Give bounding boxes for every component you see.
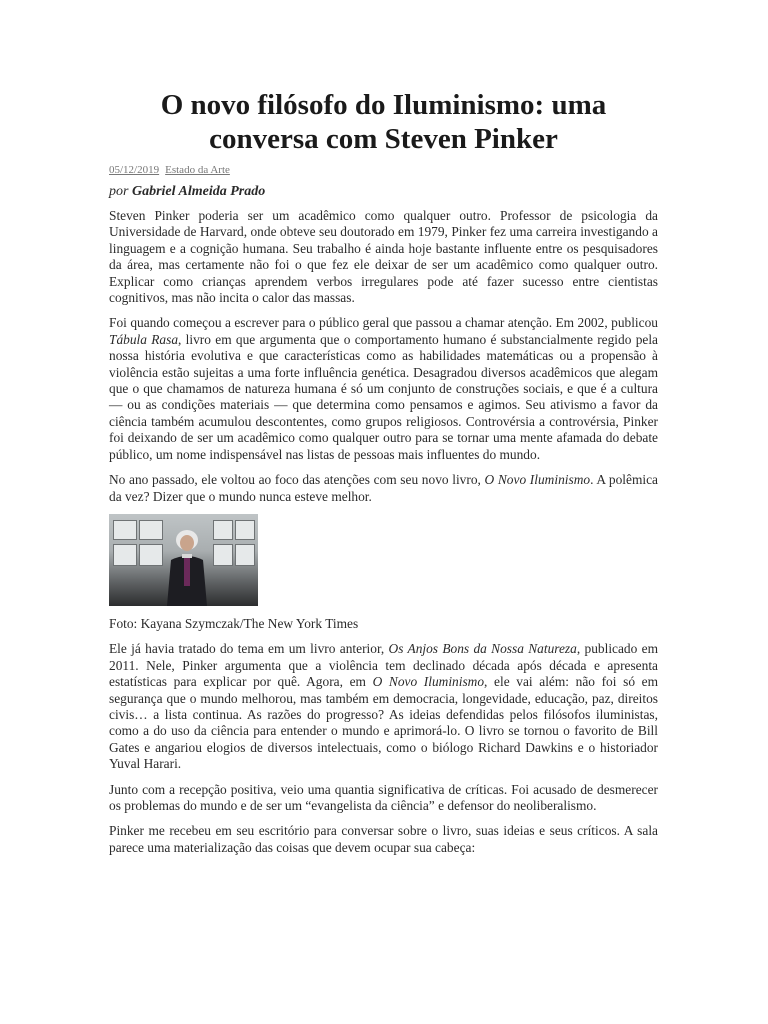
photo-window	[213, 544, 233, 566]
paragraph-3-end: . A polêmica da vez? Dizer que o mundo nunca esteve melhor.	[109, 472, 658, 504]
paragraph-4-end: , ele vai além: não foi só em segurança que o mundo melhorou, mas também em democracia, longevidade, educação, paz, direitos civis… a lista continua. As razões do progresso? As ideias defendidas pelos filósofos iluministas, como a do uso da ciência para entender o mundo e aprimorá-lo. O livro se tornou o favorito de Bill Gates e angariou elogios de diversos intelectuais, como o biólogo Richard Dawkins e o historiador Yuval Harari.	[109, 674, 659, 772]
book-title-tabula-rasa: Tábula Rasa	[109, 331, 179, 347]
paragraph-1: Steven Pinker poderia ser um acadêmico como qualquer outro. Professor de psicologia da Universidade de Harvard, onde obteve seu doutorado em 1979, Pinker fez uma carreira investigando a linguagem e a cognição humana. Seu trabalho é ainda hoje bastante influente entre os pesquisadores da área, mas certamente não foi o que fez ele deixar de ser um acadêmico como qualquer outro. Explicar como crianças aprendem verbos irregulares pode até fazer sucesso entre cientistas cognitivos, mas não incita o calor das massas.	[109, 208, 658, 306]
photo-window	[213, 520, 233, 540]
paragraph-4-middle: , publicado em 2011. Nele, Pinker argumenta que a violência tem declinado década após década e apresenta estatísticas para explicar por quê. Agora, em	[109, 641, 659, 690]
article-title: O novo filósofo do Iluminismo: uma conversa com Steven Pinker	[160, 89, 607, 155]
photo-caption: Foto: Kayana Szymczak/The New York Times	[109, 615, 359, 631]
paragraph-5: Junto com a recepção positiva, veio uma quantia significativa de críticas. Foi acusado de desmerecer os problemas do mundo e de ser um “evangelista da ciência” e defensor do neoliberalismo.	[109, 781, 658, 813]
paragraph-3	[109, 472, 658, 505]
book-title-novo-iluminismo: O Novo Iluminismo	[484, 472, 591, 488]
paragraph-2-end: , livro em que argumenta que o comportamento humano é substancialmente regido pela nossa história evolutiva e que características como as habilidades matemáticas ou a propensão à violência estão sujeitas a uma forte influência genética. Desagradou diversos acadêmicos que alegam que o que chamamos de natureza humana é só um conjunto de construções sociais, e que é a cultura — ou as condições materiais — que determina como pensamos e agimos. Seu ativismo a favor da ciência também acumulou descontentes, como grupos religiosos. Controvérsia a controvérsia, Pinker foi deixando de ser um acadêmico como qualquer outro para se tornar uma mente afamada do debate público, um nome indispensável nas listas de pessoas mais influentes do mundo.	[109, 331, 659, 462]
paragraph-6: Pinker me recebeu em seu escritório para conversar sobre o livro, suas ideias e seus críticos. A sala parece uma materialização das coisas que devem ocupar sua cabeça:	[109, 823, 658, 855]
photo-window	[139, 544, 163, 566]
book-title-anjos-bons: Os Anjos Bons da Nossa Natureza	[388, 641, 577, 657]
byline-prefix: por	[109, 184, 129, 199]
photo-window	[235, 544, 255, 566]
category-link[interactable]: Estado da Arte	[165, 164, 230, 176]
photo-window	[235, 520, 255, 540]
paragraph-4	[109, 641, 658, 772]
paragraph-2-start: Foi quando começou a escrever para o público geral que passou a chamar atenção. Em 2002, publicou	[109, 315, 658, 331]
photo-window	[113, 520, 137, 540]
photo-window	[139, 520, 163, 540]
date-link[interactable]: 05/12/2019	[109, 164, 160, 176]
author-name[interactable]: Gabriel Almeida Prado	[131, 184, 266, 199]
steven-pinker-photo[interactable]	[109, 514, 258, 606]
article-body	[109, 208, 658, 865]
paragraph-3-start: No ano passado, ele voltou ao foco das atenções com seu novo livro,	[109, 472, 485, 488]
byline	[109, 184, 265, 200]
article-meta	[109, 164, 230, 176]
photo-window	[113, 544, 137, 566]
book-title-novo-iluminismo-2: O Novo Iluminismo	[372, 674, 485, 690]
person-silhouette	[167, 526, 207, 606]
paragraph-2	[109, 315, 658, 463]
paragraph-4-start: Ele já havia tratado do tema em um livro anterior,	[109, 641, 389, 657]
